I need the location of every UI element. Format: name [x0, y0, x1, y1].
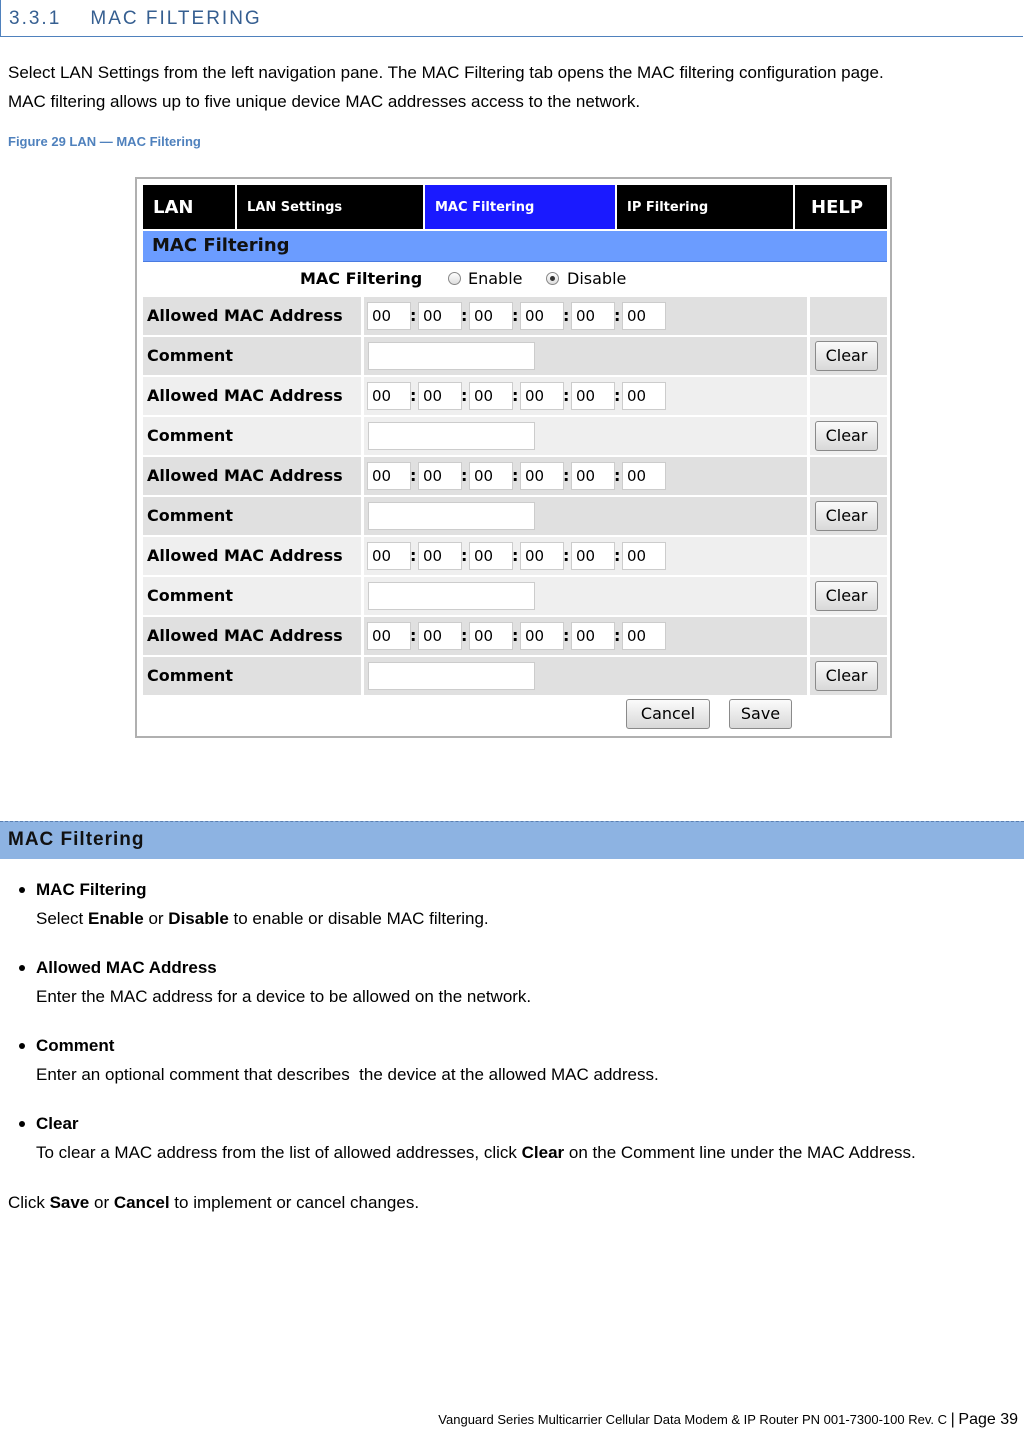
bullet-desc: To clear a MAC address from the list of allowed addresses, click Clear on the Comment line under the MAC Address.	[36, 1143, 916, 1162]
row-end-cell	[810, 457, 887, 495]
mac-label: Allowed MAC Address	[143, 617, 361, 655]
mac-octet-field[interactable]: 00	[622, 302, 666, 330]
mac-octet-field[interactable]: 00	[418, 382, 462, 410]
enable-label: Enable	[468, 269, 523, 288]
colon-separator: :	[410, 306, 417, 325]
bullet-dot	[19, 1043, 25, 1049]
clear-cell	[810, 497, 887, 535]
mac-octets	[364, 617, 807, 655]
mac-octet-field[interactable]: 00	[469, 622, 513, 650]
mac-octet-field[interactable]: 00	[622, 542, 666, 570]
bullet-title: Comment	[36, 1036, 115, 1055]
comment-label: Comment	[143, 577, 361, 615]
comment-cell	[364, 577, 807, 615]
comment-cell	[364, 337, 807, 375]
colon-separator: :	[410, 386, 417, 405]
colon-separator: :	[512, 546, 519, 565]
allowed-mac-row	[143, 297, 887, 335]
colon-separator: :	[512, 386, 519, 405]
comment-label: Comment	[143, 657, 361, 695]
enable-radio[interactable]	[448, 272, 461, 285]
page-number: Page 39	[958, 1411, 1018, 1428]
colon-separator: :	[563, 466, 570, 485]
figure-caption: Figure 29 LAN — MAC Filtering	[8, 134, 201, 149]
mac-octet-field[interactable]: 00	[520, 542, 564, 570]
mac-octet-field[interactable]: 00	[571, 542, 615, 570]
mac-entry-table	[143, 297, 887, 697]
colon-separator: :	[512, 306, 519, 325]
mac-octet-field[interactable]: 00	[571, 462, 615, 490]
comment-field[interactable]	[368, 422, 535, 450]
mac-octet-field[interactable]: 00	[520, 462, 564, 490]
comment-field[interactable]	[368, 582, 535, 610]
tab-ip-filtering[interactable]: IP Filtering	[617, 185, 795, 229]
bullet-allowed-mac	[0, 954, 1024, 1011]
mac-octet-field[interactable]: 00	[520, 382, 564, 410]
bullet-desc: Enter an optional comment that describes the device at the allowed MAC address.	[36, 1065, 659, 1084]
clear-button[interactable]: Clear	[815, 341, 878, 371]
bullet-clear	[0, 1110, 1024, 1167]
panel-title: MAC Filtering	[152, 235, 290, 256]
comment-row	[143, 577, 887, 615]
intro-line-1: Select LAN Settings from the left navigation pane. The MAC Filtering tab opens the MAC filtering configuration page.	[8, 63, 884, 82]
toggle-label: MAC Filtering	[300, 269, 423, 288]
band-title: MAC Filtering	[8, 829, 145, 850]
section-title: MAC FILTERING	[90, 8, 262, 29]
mac-label: Allowed MAC Address	[143, 377, 361, 415]
clear-button[interactable]: Clear	[815, 501, 878, 531]
bullet-dot	[19, 1121, 25, 1127]
mac-octets	[364, 377, 807, 415]
mac-octet-field[interactable]: 00	[571, 622, 615, 650]
cancel-button[interactable]: Cancel	[626, 699, 710, 729]
colon-separator: :	[563, 386, 570, 405]
comment-field[interactable]	[368, 662, 535, 690]
bullet-desc: Select Enable or Disable to enable or disable MAC filtering.	[36, 909, 489, 928]
colon-separator: :	[512, 626, 519, 645]
mac-octet-field[interactable]: 00	[571, 302, 615, 330]
colon-separator: :	[563, 546, 570, 565]
bullet-dot	[19, 887, 25, 893]
mac-filtering-screenshot	[135, 177, 892, 738]
disable-radio[interactable]	[546, 272, 559, 285]
intro-paragraph	[8, 58, 1008, 116]
colon-separator: :	[410, 626, 417, 645]
mac-octet-field[interactable]: 00	[418, 302, 462, 330]
comment-row	[143, 657, 887, 695]
save-button[interactable]: Save	[729, 699, 792, 729]
mac-octet-field[interactable]: 00	[418, 622, 462, 650]
tab-lan[interactable]: LAN	[143, 185, 237, 229]
colon-separator: :	[461, 466, 468, 485]
colon-separator: :	[614, 306, 621, 325]
mac-octet-field[interactable]: 00	[622, 382, 666, 410]
comment-row	[143, 417, 887, 455]
bullet-comment	[0, 1032, 1024, 1089]
colon-separator: :	[461, 306, 468, 325]
comment-cell	[364, 657, 807, 695]
mac-label: Allowed MAC Address	[143, 537, 361, 575]
bullet-desc: Enter the MAC address for a device to be allowed on the network.	[36, 987, 532, 1006]
row-end-cell	[810, 537, 887, 575]
allowed-mac-row	[143, 377, 887, 415]
bullet-title: Clear	[36, 1114, 79, 1133]
mac-octet-field[interactable]: 00	[469, 382, 513, 410]
row-end-cell	[810, 377, 887, 415]
clear-cell	[810, 657, 887, 695]
clear-cell	[810, 337, 887, 375]
colon-separator: :	[461, 386, 468, 405]
clear-button[interactable]: Clear	[815, 421, 878, 451]
mac-octet-field[interactable]: 00	[418, 542, 462, 570]
mac-filtering-toggle	[143, 265, 887, 295]
mac-octet-field[interactable]: 00	[367, 382, 411, 410]
mac-octets	[364, 537, 807, 575]
mac-filtering-band	[0, 821, 1024, 859]
colon-separator: :	[410, 466, 417, 485]
colon-separator: :	[512, 466, 519, 485]
field-descriptions	[0, 876, 1024, 1188]
mac-octet-field[interactable]: 00	[367, 542, 411, 570]
comment-field[interactable]	[368, 502, 535, 530]
mac-octet-field[interactable]: 00	[367, 302, 411, 330]
mac-octet-field[interactable]: 00	[469, 302, 513, 330]
colon-separator: :	[410, 546, 417, 565]
bullet-title: MAC Filtering	[36, 880, 147, 899]
colon-separator: :	[614, 466, 621, 485]
colon-separator: :	[461, 546, 468, 565]
mac-octet-field[interactable]: 00	[469, 462, 513, 490]
allowed-mac-row	[143, 617, 887, 655]
clear-button[interactable]: Clear	[815, 581, 878, 611]
colon-separator: :	[614, 626, 621, 645]
mac-octet-field[interactable]: 00	[622, 622, 666, 650]
section-heading	[0, 0, 1023, 37]
row-end-cell	[810, 617, 887, 655]
clear-cell	[810, 577, 887, 615]
intro-line-2: MAC filtering allows up to five unique device MAC addresses access to the network.	[8, 92, 641, 111]
comment-field[interactable]	[368, 342, 535, 370]
bullet-title: Allowed MAC Address	[36, 958, 217, 977]
comment-row	[143, 337, 887, 375]
colon-separator: :	[461, 626, 468, 645]
tab-help[interactable]: HELP	[795, 185, 887, 229]
allowed-mac-row	[143, 457, 887, 495]
colon-separator: :	[563, 306, 570, 325]
clear-cell	[810, 417, 887, 455]
tab-lan-settings[interactable]: LAN Settings	[237, 185, 425, 229]
mac-octets	[364, 297, 807, 335]
closing-paragraph: Click Save or Cancel to implement or cancel changes.	[8, 1193, 420, 1212]
panel-title-bar	[143, 231, 887, 262]
footer-text: Vanguard Series Multicarrier Cellular Data Modem & IP Router PN 001-7300-100 Rev. C	[438, 1412, 947, 1427]
footer-separator: |	[950, 1411, 955, 1428]
mac-octet-field[interactable]: 00	[520, 302, 564, 330]
section-number: 3.3.1	[9, 8, 62, 29]
comment-cell	[364, 497, 807, 535]
disable-label: Disable	[567, 269, 627, 288]
mac-octet-field[interactable]: 00	[571, 382, 615, 410]
bullet-dot	[19, 965, 25, 971]
tab-mac-filtering[interactable]: MAC Filtering	[425, 185, 617, 229]
comment-label: Comment	[143, 337, 361, 375]
mac-octet-field[interactable]: 00	[520, 622, 564, 650]
colon-separator: :	[614, 386, 621, 405]
comment-label: Comment	[143, 417, 361, 455]
mac-octet-field[interactable]: 00	[469, 542, 513, 570]
comment-label: Comment	[143, 497, 361, 535]
mac-octets	[364, 457, 807, 495]
colon-separator: :	[563, 626, 570, 645]
comment-row	[143, 497, 887, 535]
allowed-mac-row	[143, 537, 887, 575]
mac-octet-field[interactable]: 00	[367, 462, 411, 490]
mac-octet-field[interactable]: 00	[418, 462, 462, 490]
colon-separator: :	[614, 546, 621, 565]
mac-octet-field[interactable]: 00	[622, 462, 666, 490]
mac-label: Allowed MAC Address	[143, 457, 361, 495]
mac-label: Allowed MAC Address	[143, 297, 361, 335]
comment-cell	[364, 417, 807, 455]
tab-bar	[143, 185, 887, 229]
page-footer	[438, 1411, 1018, 1429]
clear-button[interactable]: Clear	[815, 661, 878, 691]
mac-octet-field[interactable]: 00	[367, 622, 411, 650]
bullet-mac-filtering	[0, 876, 1024, 933]
row-end-cell	[810, 297, 887, 335]
